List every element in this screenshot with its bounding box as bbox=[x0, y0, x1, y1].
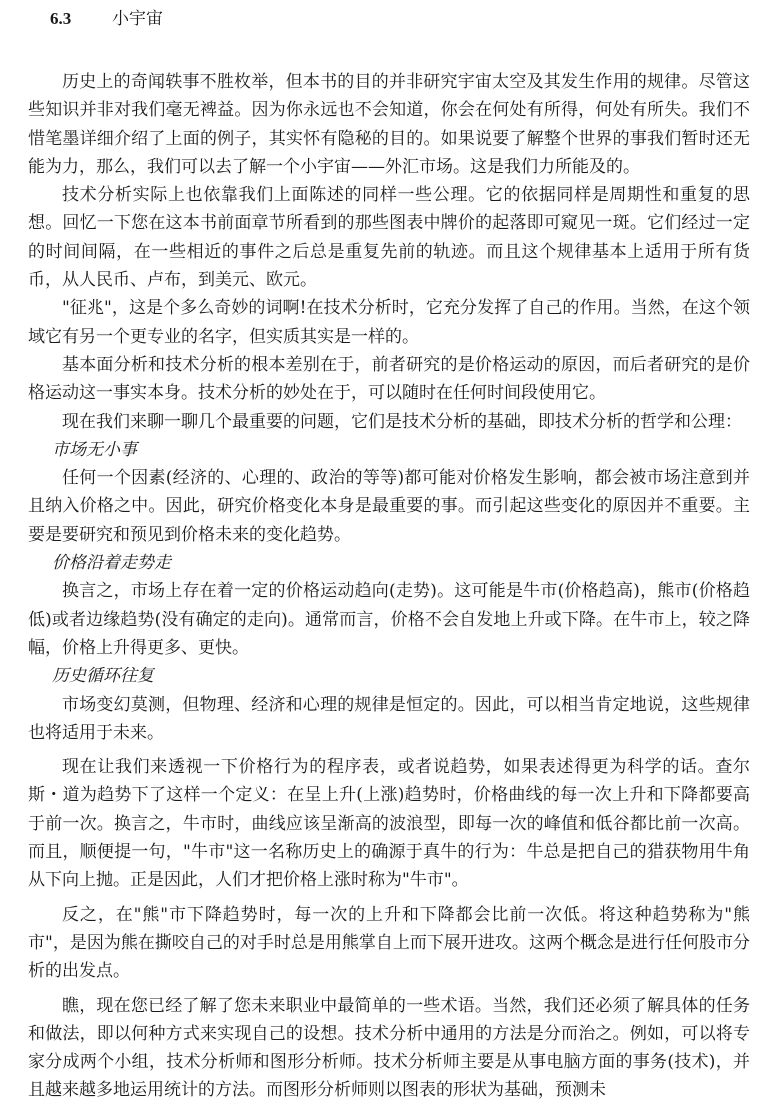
section-number: 6.3 bbox=[50, 9, 72, 28]
subheading-market-discounts: 市场无小事 bbox=[52, 439, 137, 460]
paragraph-dow-definition: 现在让我们来透视一下价格行为的程序表，或者说趋势，如果表述得更为科学的话。查尔斯・道为趋势下了这样一个定义：在呈上升(上涨)趋势时，价格曲线的每一次上升和下降都要高于前一次。换言之，牛市时，曲线应该呈渐高的波浪型，即每一次的峰值和低谷都比前一次高。而且，顺便提一句，"牛市"这一名称历史上的确源于真牛的行为：牛总是把自己的猎获物用牛角从下向上抛。正是因此，人们才把价格上涨时称为"牛市"。 bbox=[28, 757, 750, 891]
paragraph-price-trends: 换言之，市场上存在着一定的价格运动趋向(走势)。这可能是牛市(价格趋高)，熊市(价格趋低)或者边缘趋势(没有确定的走向)。通常而言，价格不会自发地上升或下降。在牛市上，较之降幅，价格上升得更多、更快。 bbox=[28, 581, 750, 658]
document-page bbox=[28, 4, 750, 1105]
section-heading bbox=[28, 4, 750, 34]
paragraph-axioms-intro: 现在我们来聊一聊几个最重要的问题，它们是技术分析的基础，即技术分析的哲学和公理： bbox=[62, 411, 742, 432]
paragraph-fundamental-vs-technical: 基本面分析和技术分析的根本差别在于，前者研究的是价格运动的原因，而后者研究的是价格运动这一事实本身。技术分析的妙处在于，可以随时在任何时间段使用它。 bbox=[28, 354, 750, 404]
paragraph-bear-market: 反之，在"熊"市下降趋势时，每一次的上升和下降都会比前一次低。将这种趋势称为"熊市"，是因为熊在撕咬自己的对手时总是用熊掌自上而下展开进攻。这两个概念是进行任何股市分析的出发点。 bbox=[28, 904, 750, 982]
paragraph-omen: "征兆"，这是个多么奇妙的词啊!在技术分析时，它充分发挥了自己的作用。当然，在这个领域它有另一个更专业的名字，但实质其实是一样的。 bbox=[28, 298, 750, 347]
paragraph-intro: 历史上的奇闻轶事不胜枚举，但本书的目的并非研究宇宙太空及其发生作用的规律。尽管这些知识并非对我们毫无裨益。因为你永远也不会知道，你会在何处有所得，何处有所失。我们不惜笔墨详细介绍了上面的例子，其实怀有隐秘的目的。如果说要了解整个世界的事我们暂时还无能为力，那么，我们可以去了解一个小宇宙——外汇市场。这是我们力所能及的。 bbox=[28, 72, 750, 177]
paragraph-technical-analysis: 技术分析实际上也依靠我们上面陈述的同样一些公理。它的依据同样是周期性和重复的思想。回忆一下您在这本书前面章节所看到的那些图表中牌价的起落即可窥见一斑。它们经过一定的时间间隔，在一些相近的事件之后总是重复先前的轨迹。而且这个规律基本上适用于所有货币，从人民币、卢布，到美元、欧元。 bbox=[28, 185, 750, 291]
paragraph-terminology: 瞧，现在您已经了解了您未来职业中最简单的一些术语。当然，我们还必须了解具体的任务和做法，即以何种方式来实现自己的设想。技术分析中通用的方法是分而治之。例如，可以将专家分成两个小组，技术分析师和图形分析师。技术分析师主要是从事电脑方面的事务(技术)，并且越来越多地运用统计的方法。而图形分析师则以图表的形状为基础，预测未 bbox=[28, 995, 750, 1101]
paragraph-history-repeats: 市场变幻莫测，但物理、经济和心理的规律是恒定的。因此，可以相当肯定地说，这些规律也将适用于未来。 bbox=[28, 694, 750, 743]
subheading-history-repeats: 历史循环往复 bbox=[52, 666, 154, 687]
section-title: 小宇宙 bbox=[112, 9, 163, 29]
paragraph-market-discounts: 任何一个因素(经济的、心理的、政治的等等)都可能对价格发生影响，都会被市场注意到并且纳入价格之中。因此，研究价格变化本身是最重要的事。而引起这些变化的原因并不重要。主要是要研究和预见到价格未来的变化趋势。 bbox=[28, 468, 750, 545]
subheading-price-trends: 价格沿着走势走 bbox=[52, 553, 171, 574]
